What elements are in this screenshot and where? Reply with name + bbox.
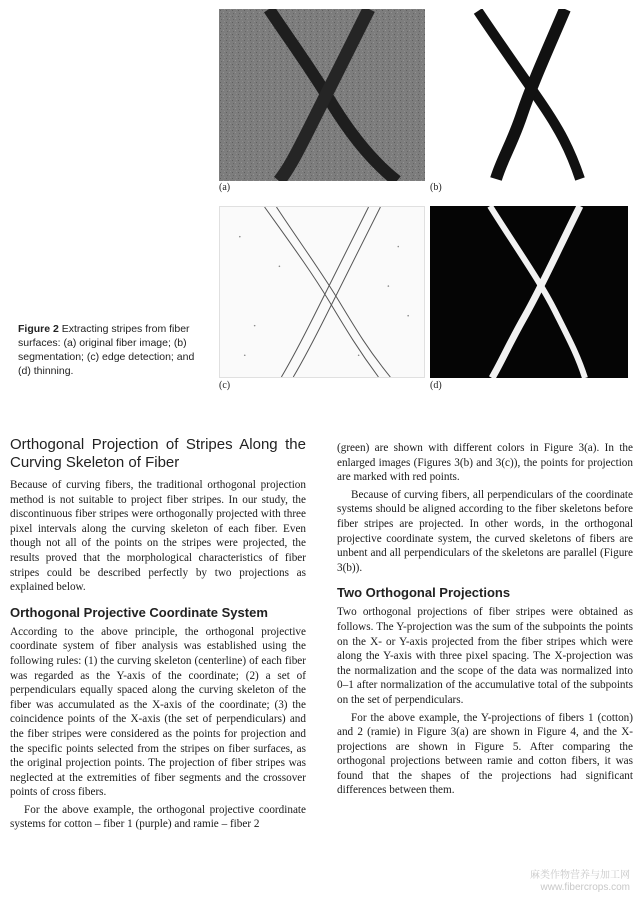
figure-panel-b <box>430 9 628 181</box>
caption-text: Extracting stripes from fiber surfaces: (a) original fiber image; (b) segmentation; (c) edge detection; and (d) thinning. <box>18 323 195 377</box>
section-heading-coordinate-system: Orthogonal Projective Coordinate System <box>10 604 268 620</box>
paragraph: According to the above principle, the orthogonal projective coordinate system of fiber analysis was established using the following rules: (1) the curving skeleton (centerline) of each fiber was regarded as the Y-axis of the coordinate; (2) a set of perpendiculars equally spaced along the curving skeleton of the fiber was accumulated as the X-axis of the coordinate; (3) the coincidence points of the X-axis (the set of perpendiculars) and the fiber stripes were considered as the points for projection and the specific points selected from the stripes on fiber surfaces, as the original projection points. The projection of fiber stripes was neglected at the extremities of fiber segments and the crossover points of cross fibers. <box>10 625 306 799</box>
watermark <box>500 870 630 894</box>
watermark-line-2: www.fibercrops.com <box>540 882 630 893</box>
figure-panel-a <box>219 9 425 181</box>
panel-b-image <box>430 9 628 181</box>
panel-c-image <box>220 207 424 377</box>
panel-label-a: (a) <box>219 182 231 193</box>
panel-label-b: (b) <box>430 182 442 193</box>
paragraph: Because of curving fibers, the traditional orthogonal projection method is not suitable to project fiber stripes. In our study, the discontinuous fiber stripes were orthogonally projected with three pixel intervals along the curving skeleton of each fiber. Even though not all of the points on the stripes were projected, the results proved that the morphological characteristics of fiber stripes could be described perfectly by two projections as explained below. <box>10 479 306 594</box>
paragraph: Two orthogonal projections of fiber stripes were obtained as follows. The Y-projection was the sum of the subpoints the points on the X- or Y-axis projected from the fiber stripes which were along the Y-axis with three pixel spacing. The X-projection was the normalization and the scope of the data was normalized into 0–1 after normalization of the accumulative total of the subpoints on the set of perpendiculars. <box>337 606 633 706</box>
panel-label-d: (d) <box>430 380 442 391</box>
figure-panel-c <box>219 206 425 378</box>
caption-label: Figure 2 <box>18 323 59 335</box>
watermark-line-1: 麻类作物营养与加工网 <box>530 870 630 881</box>
left-column <box>10 436 306 835</box>
section-heading-two-projections: Two Orthogonal Projections <box>337 585 511 601</box>
paragraph: Because of curving fibers, all perpendiculars of the coordinate systems should be aligned according to the fiber skeletons before fiber stripes are projected. In other words, in the orthogonal projective coordinate system, the curved skeletons of fibers are unbent and all perpendiculars of the skeletons are parallel (Figure 3(b)). <box>337 488 633 574</box>
paragraph: (green) are shown with different colors in Figure 3(a). In the enlarged images (Figures 3(b) and 3(c)), the points for projection are marked with red points. <box>337 442 633 484</box>
panel-a-image <box>219 9 425 181</box>
paragraph: For the above example, the orthogonal projective coordinate systems for cotton – fiber 1 (purple) and ramie – fiber 2 <box>10 803 306 831</box>
right-column <box>337 441 633 801</box>
panel-d-image <box>430 206 628 378</box>
panel-label-c: (c) <box>219 380 231 391</box>
figure-caption <box>18 322 206 378</box>
section-heading-orthogonal-projection: Orthogonal Projection of Stripes Along the Curving Skeleton of Fiber <box>10 436 306 471</box>
paragraph: For the above example, the Y-projections of fibers 1 (cotton) and 2 (ramie) in Figure 3(a) are shown in Figure 4, and the X-projections are shown in Figure 5. After comparing the orthogonal projections between ramie and cotton fibers, it was found that the shapes of the projections had significant differences between them. <box>337 711 633 797</box>
figure-panel-d <box>430 206 628 378</box>
